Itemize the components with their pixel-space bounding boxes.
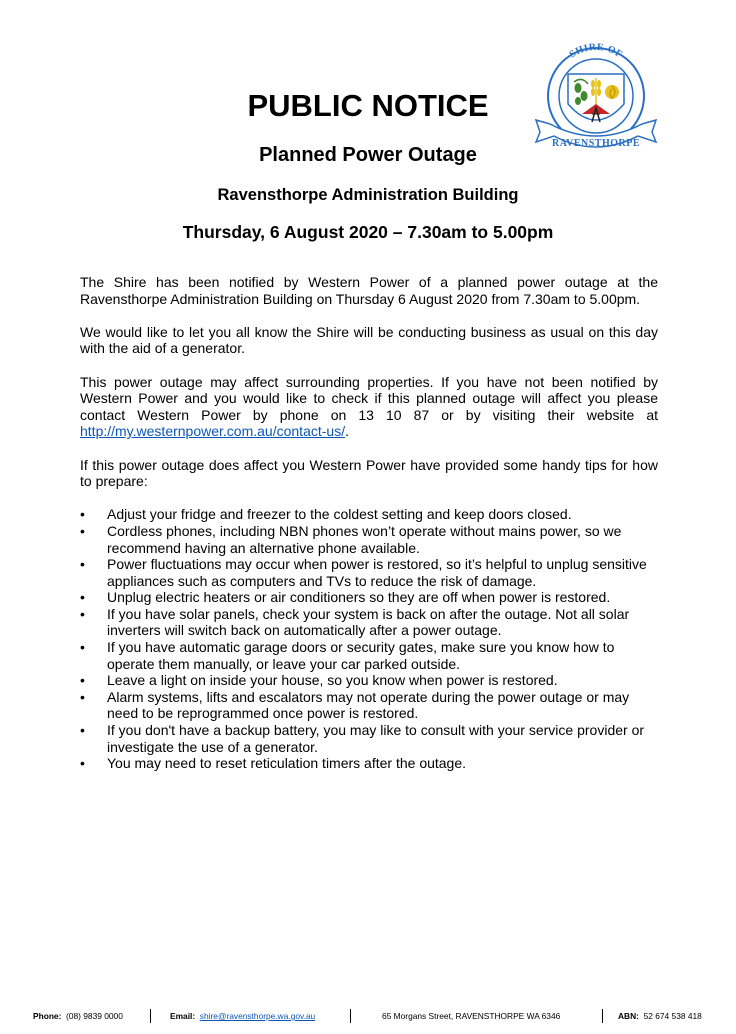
contact-text: This power outage may affect surrounding properties. If you have not been notified by Western Power and you would like to check if this planned outage will affect you please contact Western Power by phone on 13 10 87 or by visiting their website at <box>80 373 658 423</box>
bullet: • <box>80 688 85 705</box>
tip-text: Power fluctuations may occur when power is restored, so it’s helpful to unplug sensitive appliances such as computers and TVs to reduce the risk of damage. <box>107 556 647 589</box>
paragraph-business-as-usual: We would like to let you all know the Shire will be conducting business as usual on this day with the aid of a generator. <box>80 323 658 357</box>
crest-bottom-text: RAVENSTHORPE <box>551 138 641 149</box>
contact-text-end: . <box>345 423 349 440</box>
notice-body <box>80 274 658 772</box>
bullet: • <box>80 722 85 739</box>
bullet: • <box>80 755 85 772</box>
footer-abn <box>618 1008 702 1024</box>
list-item <box>80 672 658 689</box>
bullet: • <box>80 605 85 622</box>
bullet: • <box>80 589 85 606</box>
tip-text: If you have automatic garage doors or security gates, make sure you know how to operate them manually, or leave your car parked outside. <box>107 639 615 672</box>
list-item <box>80 506 658 523</box>
list-item <box>80 606 658 639</box>
paragraph-contact <box>80 374 658 440</box>
notice-subtitle: Planned Power Outage <box>259 144 477 166</box>
page-footer <box>0 1008 736 1024</box>
bullet: • <box>80 506 85 523</box>
western-power-contact-link[interactable]: http://my.westernpower.com.au/contact-us/ <box>80 423 346 440</box>
footer-phone-label: Phone: <box>33 1011 62 1021</box>
crest-top-text: SHIRE OF <box>567 41 625 61</box>
footer-phone-value: (08) 9839 0000 <box>66 1011 123 1021</box>
bullet: • <box>80 522 85 539</box>
notice-location: Ravensthorpe Administration Building <box>217 186 519 204</box>
bullet: • <box>80 639 85 656</box>
tip-text: If you have solar panels, check your system is back on after the outage. Not all solar inverters will switch back on automatically after a power outage. <box>107 605 630 639</box>
footer-abn-label: ABN: <box>618 1011 639 1021</box>
tip-text: Cordless phones, including NBN phones won’t operate without mains power, so we recommend having an alternative phone available. <box>107 522 622 556</box>
footer-divider <box>602 1009 603 1023</box>
footer-abn-value: 52 674 538 418 <box>643 1011 702 1021</box>
paragraph-notification: The Shire has been notified by Western Power of a planned power outage at the Ravensthorpe Administration Building on Thursday 6 August 2020 from 7.30am to 5.00pm. <box>80 274 658 307</box>
notice-date: Thursday, 6 August 2020 – 7.30am to 5.00pm <box>182 222 554 242</box>
tip-text: Adjust your fridge and freezer to the coldest setting and keep doors closed. <box>107 506 572 523</box>
footer-divider <box>350 1009 351 1023</box>
bullet: • <box>80 672 85 689</box>
tip-text: Unplug electric heaters or air conditioners so they are off when power is restored. <box>107 589 611 606</box>
tip-text: If you don't have a backup battery, you may like to consult with your service provider or investigate the use of a generator. <box>107 722 645 755</box>
footer-divider <box>150 1009 151 1023</box>
bullet: • <box>80 556 85 573</box>
footer-phone <box>33 1008 123 1024</box>
list-item <box>80 689 658 722</box>
tip-text: Alarm systems, lifts and escalators may not operate during the power outage or may need to be reprogrammed once power is restored. <box>107 688 630 722</box>
footer-email-label: Email: <box>170 1011 196 1021</box>
tip-text: Leave a light on inside your house, so you know when power is restored. <box>107 672 558 689</box>
tip-text: You may need to reset reticulation timers after the outage. <box>107 755 467 772</box>
list-item <box>80 523 658 556</box>
footer-email <box>170 1008 315 1024</box>
tips-list <box>80 506 658 772</box>
footer-address: 65 Morgans Street, RAVENSTHORPE WA 6346 <box>382 1011 561 1021</box>
list-item <box>80 722 658 755</box>
paragraph-tips-intro: If this power outage does affect you Western Power have provided some handy tips for how to prepare: <box>80 456 658 490</box>
list-item <box>80 639 658 672</box>
list-item <box>80 556 658 589</box>
list-item <box>80 755 658 772</box>
footer-email-link[interactable]: shire@ravensthorpe.wa.gov.au <box>199 1011 316 1021</box>
list-item <box>80 589 658 606</box>
notice-title: PUBLIC NOTICE <box>247 88 489 123</box>
